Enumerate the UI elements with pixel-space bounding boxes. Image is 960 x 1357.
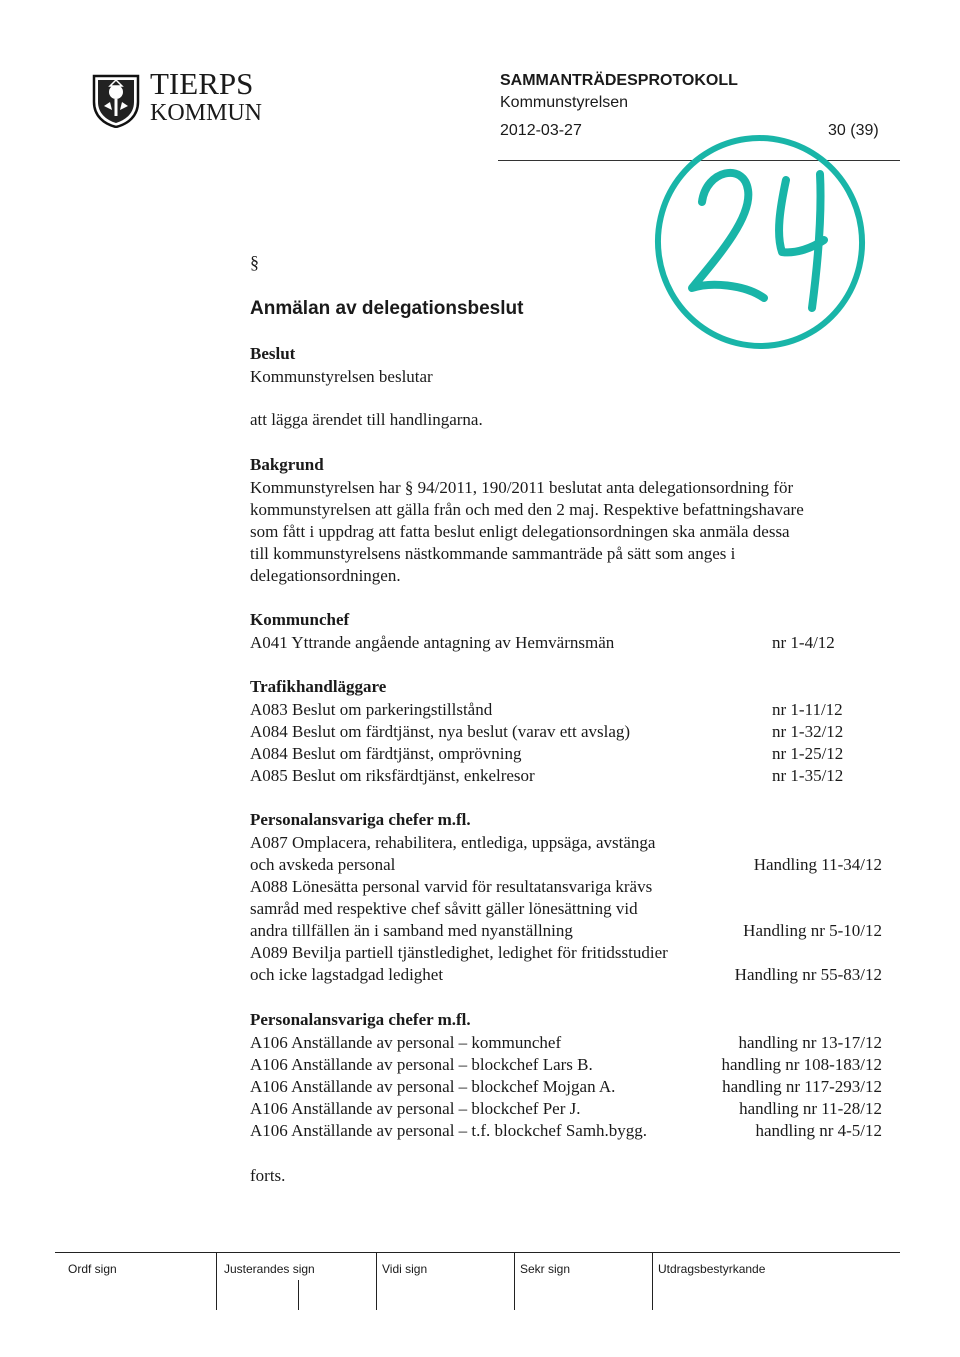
delegation-item-text: A106 Anställande av personal – blockchef Mojgan A.	[250, 1077, 616, 1096]
delegation-item-text: och avskeda personal	[250, 855, 396, 874]
logo-text-tierps: TIERPS	[150, 66, 254, 101]
delegation-item-ref: handling nr 13-17/12	[738, 1033, 882, 1052]
page-heading: Anmälan av delegationsbeslut	[250, 298, 524, 319]
delegation-item-ref: Handling nr 55-83/12	[734, 965, 882, 984]
trafik-label: Trafikhandläggare	[250, 677, 387, 696]
handwritten-paragraph-stamp	[640, 112, 870, 352]
personal-label: Personalansvariga chefer m.fl.	[250, 810, 471, 829]
delegation-item-text: A041 Yttrande angående antagning av Hemvärnsmän	[250, 633, 615, 652]
footer-separator	[216, 1252, 217, 1310]
delegation-item-ref: nr 1-25/12	[772, 744, 844, 763]
delegation-item-text: A106 Anställande av personal – t.f. blockchef Samh.bygg.	[250, 1121, 648, 1140]
delegation-item-ref: Handling nr 5-10/12	[743, 921, 882, 940]
logo-text-kommun: KOMMUN	[150, 100, 263, 126]
delegation-item-text: A089 Bevilja partiell tjänstledighet, ledighet för fritidsstudier	[250, 943, 668, 962]
delegation-item-text: A087 Omplacera, rehabilitera, entlediga, uppsäga, avstänga	[250, 833, 656, 852]
bakgrund-line: Kommunstyrelsen har § 94/2011, 190/2011 beslutat anta delegationsordning för	[250, 478, 794, 497]
delegation-item-text: A106 Anställande av personal – kommunchef	[250, 1033, 562, 1052]
delegation-item-ref: Handling 11-34/12	[753, 855, 882, 874]
continued-note: forts.	[250, 1166, 286, 1185]
delegation-item-text: samråd med respektive chef såvitt gäller lönesättning vid	[250, 899, 638, 918]
delegation-item-ref: nr 1-4/12	[772, 633, 835, 652]
delegation-item-text: A084 Beslut om färdtjänst, nya beslut (varav ett avslag)	[250, 722, 631, 741]
municipality-crest-logo	[88, 72, 144, 128]
delegation-item-ref: handling nr 108-183/12	[721, 1055, 882, 1074]
footer-separator	[652, 1252, 653, 1310]
ordf-sign-label: Ordf sign	[68, 1262, 117, 1276]
footer-separator	[298, 1280, 299, 1310]
delegation-item-ref: nr 1-32/12	[772, 722, 844, 741]
bakgrund-line: delegationsordningen.	[250, 566, 401, 585]
utdragsbestyrkande-label: Utdragsbestyrkande	[658, 1262, 766, 1276]
delegation-item-ref: handling nr 117-293/12	[722, 1077, 882, 1096]
delegation-item-text: A106 Anställande av personal – blockchef Per J.	[250, 1099, 581, 1118]
document-type-title: SAMMANTRÄDESPROTOKOLL	[500, 72, 738, 89]
delegation-item-ref: handling nr 11-28/12	[739, 1099, 882, 1118]
footer-separator	[376, 1252, 377, 1310]
delegation-item-text: och icke lagstadgad ledighet	[250, 965, 444, 984]
footer-divider	[55, 1252, 900, 1253]
delegation-item-text: A106 Anställande av personal – blockchef Lars B.	[250, 1055, 593, 1074]
bakgrund-line: till kommunstyrelsens nästkommande sammanträde på sätt som anges i	[250, 544, 736, 563]
bakgrund-line: kommunstyrelsen att gälla från och med den 2 maj. Respektive befattningshavare	[250, 500, 804, 519]
delegation-item-text: A088 Lönesätta personal varvid för resultatansvariga krävs	[250, 877, 653, 896]
delegation-item-text: A083 Beslut om parkeringstillstånd	[250, 700, 493, 719]
personal-label: Personalansvariga chefer m.fl.	[250, 1010, 471, 1029]
kommunchef-label: Kommunchef	[250, 610, 350, 629]
bakgrund-line: som fått i uppdrag att fatta beslut enligt delegationsordningen ska anmäla dessa	[250, 522, 790, 541]
justerandes-sign-label: Justerandes sign	[224, 1262, 315, 1276]
section-sign: §	[250, 252, 259, 272]
delegation-item-ref: handling nr 4-5/12	[755, 1121, 882, 1140]
beslut-line: att lägga ärendet till handlingarna.	[250, 410, 483, 429]
page-number: 30 (39)	[828, 122, 879, 139]
vidi-sign-label: Vidi sign	[382, 1262, 428, 1276]
beslut-label: Beslut	[250, 344, 296, 363]
sekr-sign-label: Sekr sign	[520, 1262, 571, 1276]
board-name: Kommunstyrelsen	[500, 94, 629, 111]
delegation-item-ref: nr 1-11/12	[772, 700, 843, 719]
meeting-date: 2012-03-27	[500, 122, 582, 139]
footer-separator	[514, 1252, 515, 1310]
beslut-line: Kommunstyrelsen beslutar	[250, 367, 433, 386]
delegation-item-ref: nr 1-35/12	[772, 766, 844, 785]
delegation-item-text: A084 Beslut om färdtjänst, omprövning	[250, 744, 522, 763]
delegation-item-text: A085 Beslut om riksfärdtjänst, enkelresor	[250, 766, 535, 785]
delegation-item-text: andra tillfällen än i samband med nyanställning	[250, 921, 573, 940]
bakgrund-label: Bakgrund	[250, 455, 324, 474]
